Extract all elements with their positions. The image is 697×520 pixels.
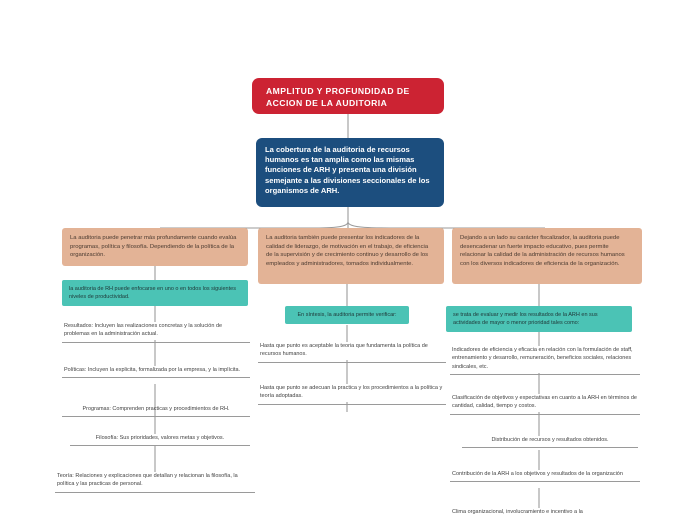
branch-right-header-label: Dejando a un lado su carácter fiscalizador, la auditoria puede desencadenar un fuerte impacto educativo, pues permite relacionar la calidad de la administración de recursos humanos con los diversos indicadores de eficiencia de la organización. [460, 235, 625, 267]
branch-right-subheader-label: se trata de evaluar y medir los resultados de la ARH en sus actividades de mayor o menor prioridad tales como: [453, 312, 598, 327]
branch-left-item-0: Resultados: Incluyen las realizaciones concretas y la solución de problemas en la administración actual. [64, 323, 223, 338]
branch-left-header-label: La auditoria puede penetrar más profundamente cuando evalúa programas, política y filosofía. Dependiendo de la política de la organización. [70, 235, 237, 259]
branch-center-subheader-node[interactable] [285, 306, 409, 324]
list-item[interactable] [450, 470, 640, 482]
list-item[interactable] [450, 508, 640, 519]
list-item[interactable] [462, 436, 638, 448]
branch-left-subheader-label: la auditoria de RH puede enfocarse en uno o en todos los siguientes niveles de productividad. [69, 286, 236, 301]
root-node-label: AMPLITUD Y PROFUNDIDAD DE ACCION DE LA AUDITORIA [266, 86, 410, 109]
branch-center-header-node[interactable] [258, 228, 444, 284]
list-item[interactable] [258, 342, 446, 363]
branch-center-header-label: La auditoria también puede presentar los indicadores de la calidad de liderazgo, de motivación en el trabajo, de eficiencia de la supervisión y de crecimiento continuo y desarrollo de los empleados y administradores, tomados individualmente. [266, 235, 429, 267]
intro-node-label: La cobertura de la auditoria de recursos humanos es tan amplia como las mismas funciones de ARH y presenta una división semejante a las divisiones seccionales de los organismos de ARH. [265, 145, 430, 195]
branch-left-item-4: Teoría: Relaciones y explicaciones que detallan y relacionan la filosofía, la política y las practicas de personal. [57, 473, 238, 488]
branch-right-header-node[interactable] [452, 228, 642, 284]
branch-left-item-2: Programas: Comprenden practicas y procedimientos de RH. [82, 406, 230, 412]
list-item[interactable] [450, 346, 640, 375]
branch-center-subheader-label: En síntesis, la auditoria permite verificar: [297, 312, 397, 318]
branch-right-item-2: Distribución de recursos y resultados obtenidos. [491, 437, 609, 443]
list-item[interactable] [62, 405, 250, 417]
branch-right-subheader-node[interactable] [446, 306, 632, 332]
branch-right-item-0: Indicadores de eficiencia y eficacia en relación con la formulación de staff, entrenamiento y desarrollo, remuneración, beneficios sociales, relaciones sindicales, etc. [452, 347, 633, 370]
branch-left-header-node[interactable] [62, 228, 248, 266]
branch-center-item-1: Hasta que punto se adecuan la practica y los procedimientos a la política y teoría adoptadas. [260, 385, 443, 400]
list-item[interactable] [258, 384, 446, 405]
root-node-title[interactable] [252, 78, 444, 114]
branch-right-item-4: Clima organizacional, involucramiento e incentivo a la [452, 509, 583, 515]
branch-left-subheader-node[interactable] [62, 280, 248, 306]
branch-right-item-1: Clasificación de objetivos y expectativas en cuanto a la ARH en términos de cantidad, calidad, tiempo y costos. [452, 395, 637, 410]
list-item[interactable] [70, 434, 250, 446]
branch-left-item-1: Políticas: Incluyen la explicita, formalizada por la empresa, y la implícita. [64, 367, 241, 373]
branch-left-item-3: Filosofía: Sus prioridades, valores metas y objetivos. [95, 435, 225, 441]
list-item[interactable] [62, 322, 250, 343]
list-item[interactable] [450, 394, 640, 415]
list-item[interactable] [55, 472, 255, 493]
branch-right-item-3: Contribución de la ARH a los objetivos y resultados de la organización [452, 471, 623, 477]
list-item[interactable] [62, 366, 250, 378]
intro-node[interactable] [256, 138, 444, 207]
branch-center-item-0: Hasta que punto es aceptable la teoria que fundamenta la política de recursos humanos. [260, 343, 428, 358]
